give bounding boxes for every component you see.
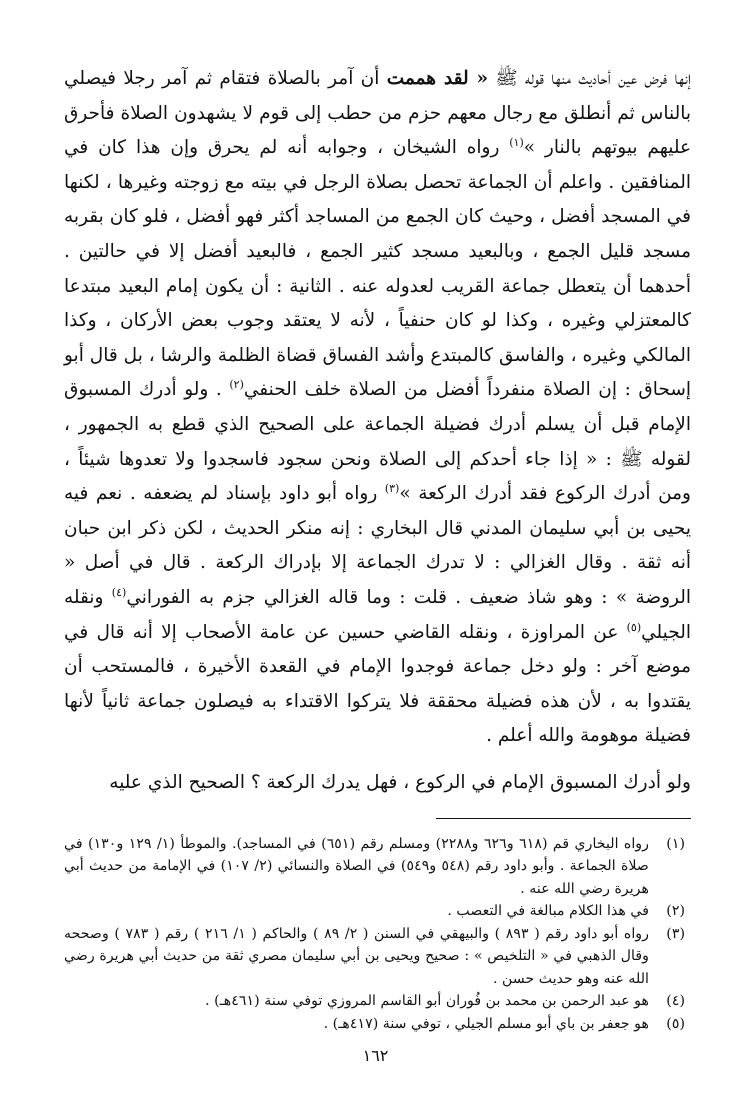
footnote-4 <box>64 990 691 1013</box>
footnote-5 <box>64 1013 691 1036</box>
footnote-number: (٤) <box>666 993 685 1010</box>
footnote-number: (١) <box>666 835 685 852</box>
footnotes <box>64 833 691 1036</box>
footnote-ref-4: (٤) <box>111 585 127 599</box>
text-run: عن المراوزة ، ونقله القاضي حسين عن عامة الأصحاب إلا أنه قال في موضع آخر : ولو دخل جماعة فوجدوا الإمام في القعدة الأخيرة ، فالمستحب أن يقتدوا به ، لأن هذه فضيلة محققة فلا يتركوا الاقتداء به فيصلون جماعة ثانياً لأنها فضيلة موهومة والله أعلم . <box>64 621 691 747</box>
footnote-number: (٢) <box>666 903 685 920</box>
footnote-number: (٥) <box>666 1015 685 1032</box>
footnote-text: هو عبد الرحمن بن محمد بن فُوران أبو القاسم المروزي توفي سنة (٤٦١هـ) . <box>205 993 649 1010</box>
footnote-text: رواه البخاري قم (٦١٨ و٦٢٦ و٢٢٨٨) ومسلم رقم (٦٥١) في المساجد). والموطأ (١/ ١٢٩ و١٣٠) في صلاة الجماعة . وأبو داود رقم (٥٤٨ و٥٤٩) في الصلاة والنسائي (٢/ ١٠٧) في الإمامة من حديث أبي هريرة رضي الله عنه . <box>64 835 649 897</box>
main-text <box>64 62 691 754</box>
footnote-ref-2: (٢) <box>229 378 244 392</box>
footnote-number: (٣) <box>666 925 685 942</box>
footnote-divider <box>436 818 691 819</box>
footnote-2 <box>64 900 691 923</box>
footnote-ref-1: (١) <box>509 136 524 150</box>
text-run: . ولو أدرك المسبوق الإمام قبل أن يسلم أدرك فضيلة الجماعة على الصحيح الذي قطع به الجمهور ، لقوله ﷺ : « إذا جاء أحدكم إلى الصلاة ونحن سجود فاسجدوا ولا تعدوها شيئاً ، ومن أدرك الركوع فقد أدرك الركعة » <box>64 379 691 505</box>
page-number: ١٦٢ <box>362 1046 389 1065</box>
footnote-text: هو جعفر بن باي أبو مسلم الجيلي ، توفي سنة (٤١٧هـ) . <box>323 1015 649 1032</box>
footnote-ref-3: (٣) <box>384 481 400 495</box>
hadith-opening-bold: « لقد هممت <box>386 68 489 89</box>
footnote-ref-5: (٥) <box>626 620 642 634</box>
footnote-text: رواه أبو داود رقم ( ٨٩٣ ) والبيهقي في السنن ( ٢/ ٨٩ ) والحاكم ( ١/ ٢١٦ ) رقم ( ٧٨٣ ) وصححه وقال الذهبي في « التلخيص » : صحيح ويحيى بن أبي سليمان مصري ثقة من حديث أبي هريرة رضي الله عنه وهو حديث حسن . <box>64 925 649 987</box>
paragraph-2: ولو أدرك المسبوق الإمام في الركوع ، فهل يدرك الركعة ؟ الصحيح الذي عليه <box>109 771 691 793</box>
footnote-text: في هذا الكلام مبالغة في التعصب . <box>447 903 649 920</box>
text-run: إنها فرض عين أحاديث منها قوله ﷺ <box>488 68 691 89</box>
text-run: رواه الشيخان ، وجوابه أنه لم يحرق وإن هذا كان في المنافقين . واعلم أن الجماعة تحصل بصلاة الرجل في بيته مع زوجته وغيرها ، لكنها في المسجد أفضل ، وحيث كان الجمع من المساجد أكثر فهو أفضل ، فلو كان بقربه مسجد قليل الجمع ، وبالبعيد مسجد كثير الجمع ، فالبعيد أفضل إلا في حالتين . أحدهما أن يتعطل جماعة القريب لعدوله عنه . الثانية : أن يكون إمام البعيد مبتدعا كالمعتزلي وغيره ، وكذا لو كان حنفياً ، لأنه لا يعتقد وجوب بعض الأركان ، وكذا المالكي وغيره ، والفاسق كالمبتدع وأشد الفساق قضاة الظلمة والرشا ، بل قال أبو إسحاق : إن الصلاة منفرداً أفضل من الصلاة خلف الحنفي <box>64 137 691 401</box>
paragraph-1 <box>64 62 691 754</box>
text-run: رواه أبو داود بإسناد لم يضعفه . نعم فيه يحيى بن أبي سليمان المدني قال البخاري : إنه منكر الحديث ، لكن ذكر ابن حبان أنه ثقة . وقال الغزالي : لا تدرك الجماعة إلا بإدراك الركعة . قال في أصل « الروضة » : وهو شاذ ضعيف . قلت : وما قاله الغزالي جزم به الفوراني <box>64 483 691 608</box>
text-run: أن آمر بالصلاة فتقام ثم آمر رجلا فيصلي بالناس ثم أنطلق مع رجال معهم حزم من حطب إلى قوم لا يشهدون الصلاة فأحرق عليهم بيوتهم بالنار » <box>64 68 691 159</box>
footnote-3 <box>64 923 691 991</box>
text-run: ونقله الجيلي <box>64 586 691 643</box>
footnote-1 <box>64 833 691 901</box>
